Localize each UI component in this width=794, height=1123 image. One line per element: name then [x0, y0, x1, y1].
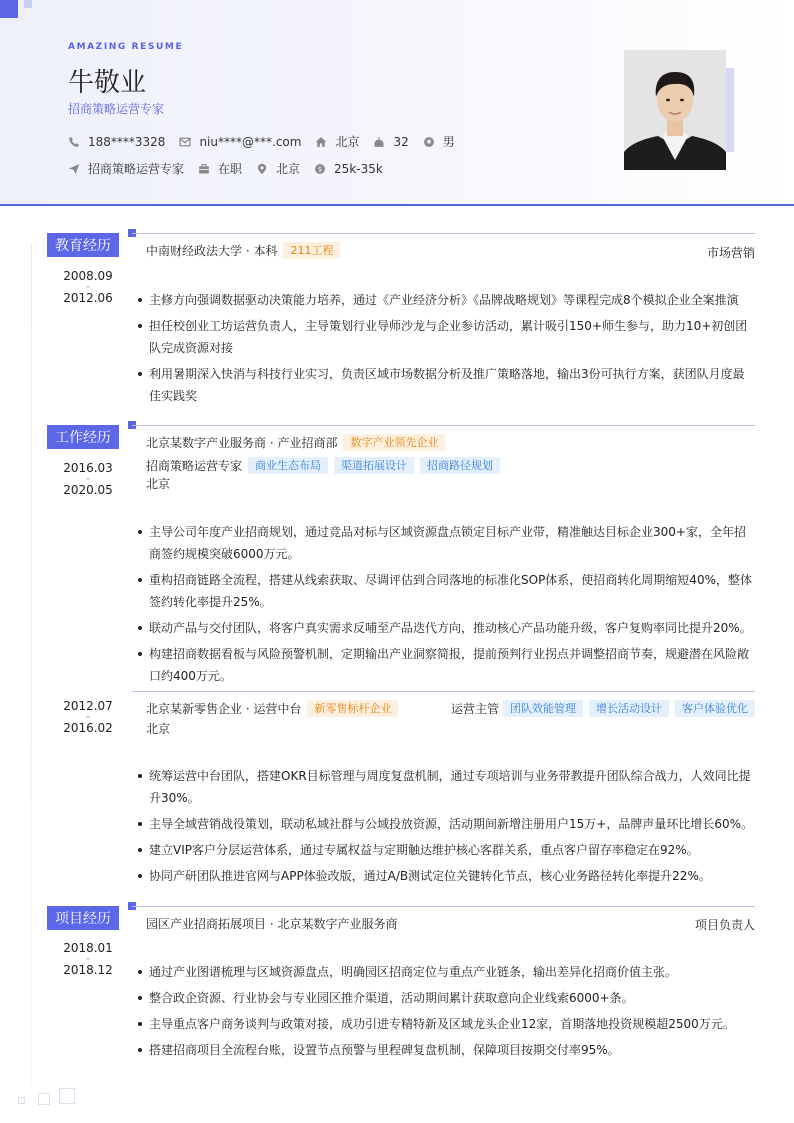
cake-icon — [373, 136, 385, 148]
intent-position-item — [68, 160, 184, 177]
gender-item — [423, 133, 455, 150]
job-2-role: 运营主管 — [450, 702, 499, 716]
job-2-end-date: 2016.02 — [63, 721, 113, 735]
footer-decoration — [38, 1093, 50, 1105]
project-name: 园区产业招商拓展项目 · 北京某数字产业服务商 — [146, 917, 398, 931]
mail-icon — [179, 136, 191, 148]
section-title-work: 工作经历 — [47, 425, 119, 449]
intent-salary-item — [314, 162, 383, 176]
date-separator: - — [86, 282, 90, 292]
age-text: 32 — [393, 134, 409, 149]
hometown-item — [315, 133, 359, 150]
send-icon — [68, 163, 80, 175]
phone-text: 188****3328 — [88, 134, 166, 149]
project-bullets — [137, 961, 755, 1065]
job-1-skill-tag: 渠道拓展设计 — [334, 457, 414, 474]
job-1-role-row — [146, 457, 500, 474]
education-bullets — [137, 289, 755, 411]
intent-salary-text: 25k-35k — [334, 161, 383, 176]
section-divider — [132, 233, 755, 234]
section-title-projects: 项目经历 — [47, 906, 119, 930]
project-start-date: 2018.01 — [63, 941, 113, 955]
date-separator: - — [86, 954, 90, 964]
education-end-date: 2012.06 — [63, 291, 113, 305]
job-2-bullets — [137, 765, 755, 891]
age-item — [373, 135, 408, 149]
list-item: 整合政企资源、行业协会与专业园区推介渠道，活动期间累计获取意向企业线索6000+条。 — [137, 987, 755, 1009]
svg-text:$: $ — [317, 165, 323, 174]
job-1-start-date: 2016.03 — [63, 461, 113, 475]
education-dates — [54, 270, 122, 304]
education-entry-head — [146, 242, 340, 259]
section-title-education: 教育经历 — [47, 233, 119, 257]
email-item — [179, 135, 301, 149]
intent-status-text: 在职 — [218, 162, 243, 176]
job-2-company: 北京某新零售企业 · 运营中台 — [146, 702, 302, 716]
intent-status-item — [198, 160, 242, 177]
school-tag: 211工程 — [283, 242, 340, 259]
intent-city-item — [256, 160, 300, 177]
job-2-skill-tag: 客户体验优化 — [675, 700, 755, 717]
job-2-head — [146, 700, 398, 717]
job-1-end-date: 2020.05 — [63, 483, 113, 497]
list-item: 统筹运营中台团队，搭建OKR目标管理与周度复盘机制，通过专项培训与业务带教提升团队综合战力，人效同比提升30%。 — [137, 765, 755, 809]
intent-position-text: 招商策略运营专家 — [88, 162, 185, 176]
job-1-dates — [54, 462, 122, 496]
gender-icon — [423, 136, 435, 148]
resume-header — [0, 0, 794, 206]
hometown-text: 北京 — [335, 135, 360, 149]
intent-city-text: 北京 — [276, 162, 301, 176]
corner-decoration-small — [24, 0, 32, 8]
list-item: 通过产业图谱梳理与区域资源盘点，明确园区招商定位与重点产业链条，输出差异化招商价值主张。 — [137, 961, 755, 983]
project-head — [146, 915, 397, 932]
job-2-city: 北京 — [146, 722, 171, 736]
candidate-title: 招商策略运营专家 — [68, 102, 165, 116]
job-1-company-tag: 数字产业领先企业 — [343, 434, 445, 451]
job-2-skill-tag: 增长活动设计 — [589, 700, 669, 717]
portrait-image — [624, 50, 726, 170]
job-1-company: 北京某数字产业服务商 · 产业招商部 — [146, 436, 338, 450]
job-intent-row — [68, 160, 397, 177]
date-separator: - — [86, 474, 90, 484]
list-item: 主导公司年度产业招商规划，通过竞品对标与区域资源盘点锁定目标产业带，精准触达目标企业300+家，全年招商签约规模突破6000万元。 — [137, 521, 755, 565]
list-item: 联动产品与交付团队，将客户真实需求反哺至产品迭代方向，推动核心产品功能升级，客户复购率同比提升20%。 — [137, 617, 755, 639]
job-1-role: 招商策略运营专家 — [146, 459, 243, 473]
list-item: 主导全域营销战役策划，联动私域社群与公域投放资源，活动期间新增注册用户15万+，品牌声量环比增长60%。 — [137, 813, 755, 835]
project-dates — [54, 942, 122, 976]
list-item: 重构招商链路全流程，搭建从线索获取、尽调评估到合同落地的标准化SOP体系，使招商转化周期缩短40%，整体签约转化率提升25%。 — [137, 569, 755, 613]
job-2-company-tag: 新零售标杆企业 — [307, 700, 398, 717]
job-1-head — [146, 434, 445, 451]
candidate-name: 牛敬业 — [68, 68, 147, 98]
job-2-skill-tag: 团队效能管理 — [503, 700, 583, 717]
job-1-city: 北京 — [146, 477, 171, 491]
list-item: 构建招商数据看板与风险预警机制，定期输出产业洞察简报，提前预判行业拐点并调整招商节奏，规避潜在风险敞口约400万元。 — [137, 643, 755, 687]
avatar — [624, 50, 726, 170]
list-item: 搭建招商项目全流程台账，设置节点预警与里程碑复盘机制，保障项目按期交付率95%。 — [137, 1039, 755, 1061]
project-end-date: 2018.12 — [63, 963, 113, 977]
email-text: niu****@***.com — [199, 134, 302, 149]
briefcase-icon — [198, 163, 210, 175]
job-2-start-date: 2012.07 — [63, 699, 113, 713]
list-item: 协同产研团队推进官网与APP体验改版，通过A/B测试定位关键转化节点，核心业务路径转化率提升22%。 — [137, 865, 755, 887]
job-1-skill-tag: 商业生态布局 — [248, 457, 328, 474]
job-2-role-row — [451, 700, 755, 717]
list-item: 主修方向强调数据驱动决策能力培养，通过《产业经济分析》《品牌战略规划》等课程完成8个模拟企业全案推演 — [137, 289, 755, 311]
entry-divider — [132, 691, 755, 692]
corner-decoration — [0, 0, 18, 18]
list-item: 建立VIP客户分层运营体系，通过专属权益与定期触达维护核心客群关系，重点客户留存率稳定在92%。 — [137, 839, 755, 861]
job-1-skill-tag: 招商路径规划 — [420, 457, 500, 474]
contact-row — [68, 133, 469, 150]
footer-decoration — [59, 1088, 75, 1104]
job-1-bullets — [137, 521, 755, 691]
job-2-dates — [54, 700, 122, 734]
phone-icon — [68, 136, 80, 148]
phone-item — [68, 135, 165, 149]
gender-text: 男 — [442, 135, 455, 149]
timeline-rail — [31, 244, 32, 1084]
school-name: 中南财经政法大学 · 本科 — [146, 244, 278, 258]
list-item: 利用暑期深入快消与科技行业实习，负责区域市场数据分析及推广策略落地，输出3份可执行方案，获团队月度最佳实践奖 — [137, 363, 755, 407]
project-role: 项目负责人 — [694, 918, 755, 932]
home-icon — [315, 136, 327, 148]
resume-tagline: AMAZING RESUME — [68, 42, 184, 52]
education-major: 市场营销 — [706, 246, 755, 260]
list-item: 主导重点客户商务谈判与政策对接，成功引进专精特新及区域龙头企业12家，首期落地投资规模超2500万元。 — [137, 1013, 755, 1035]
location-icon — [256, 163, 268, 175]
money-icon — [314, 163, 326, 175]
footer-decoration — [18, 1097, 25, 1104]
education-start-date: 2008.09 — [63, 269, 113, 283]
section-divider — [132, 425, 755, 426]
date-separator: - — [86, 712, 90, 722]
list-item: 担任校创业工坊运营负责人，主导策划行业导师沙龙与企业参访活动，累计吸引150+师生参与，助力10+初创团队完成资源对接 — [137, 315, 755, 359]
section-divider — [132, 906, 755, 907]
